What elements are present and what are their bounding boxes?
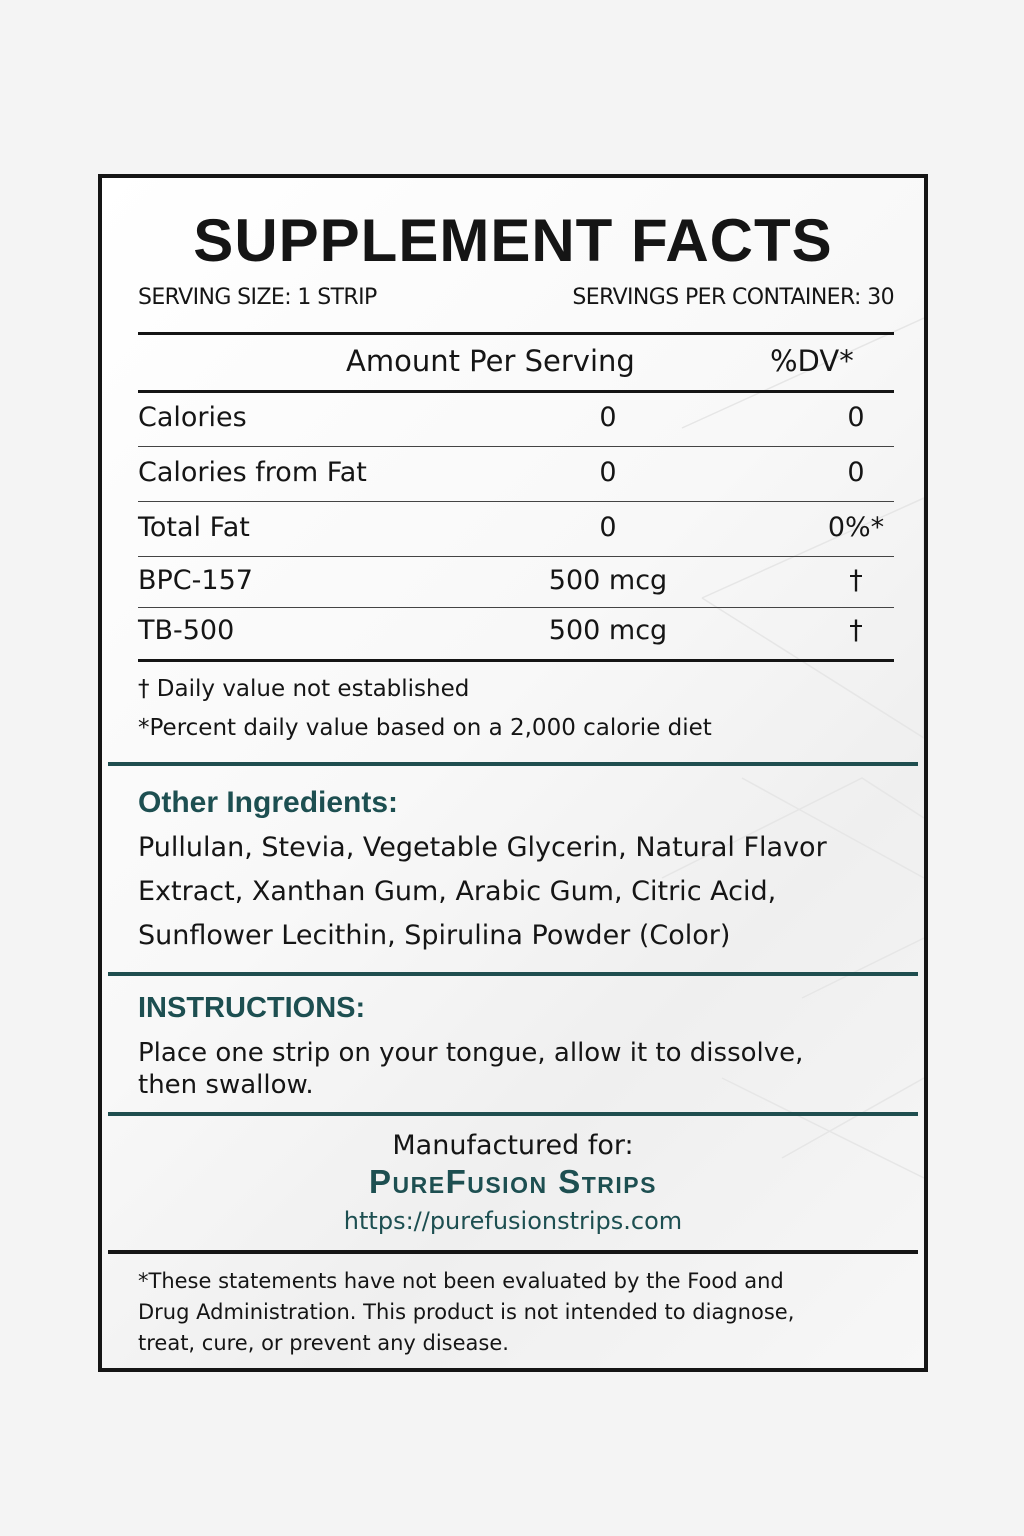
instructions-text bbox=[138, 1037, 898, 1101]
nutrient-name: BPC-157 bbox=[138, 565, 253, 596]
table-row bbox=[138, 457, 894, 497]
disclaimer-line: *These statements have not been evaluated by the Food and bbox=[138, 1269, 784, 1293]
header-amount: Amount Per Serving bbox=[346, 344, 635, 378]
section-divider bbox=[108, 1112, 918, 1116]
table-row bbox=[138, 402, 894, 442]
nutrient-dv: † bbox=[849, 615, 863, 646]
nutrient-dv: † bbox=[849, 565, 863, 596]
row-divider bbox=[138, 607, 894, 608]
nutrient-amount: 500 mcg bbox=[548, 565, 668, 596]
nutrient-amount: 0 bbox=[599, 402, 617, 433]
nutrient-amount: 500 mcg bbox=[548, 615, 668, 646]
nutrient-dv: 0%* bbox=[827, 512, 885, 543]
supplement-facts-panel bbox=[98, 174, 928, 1372]
nutrient-name: Calories bbox=[138, 402, 247, 433]
instructions-heading: INSTRUCTIONS: bbox=[138, 992, 366, 1024]
disclaimer-line: Drug Administration. This product is not intended to diagnose, bbox=[138, 1300, 795, 1324]
brand-name: PureFusion Strips bbox=[369, 1163, 657, 1200]
section-divider bbox=[108, 972, 918, 976]
brand-url: https://purefusionstrips.com bbox=[343, 1207, 683, 1235]
table-row bbox=[138, 565, 894, 605]
instructions-line: Place one strip on your tongue, allow it to dissolve, bbox=[138, 1038, 804, 1068]
row-divider bbox=[138, 556, 894, 557]
section-divider bbox=[108, 762, 918, 766]
disclaimer-line: treat, cure, or prevent any disease. bbox=[138, 1331, 509, 1355]
rule-header bbox=[138, 390, 894, 393]
footnote-dagger: † Daily value not established bbox=[138, 676, 470, 702]
footnote-percent: *Percent daily value based on a 2,000 calorie diet bbox=[138, 715, 712, 741]
panel-title: SUPPLEMENT FACTS bbox=[193, 207, 833, 274]
nutrient-amount: 0 bbox=[599, 512, 617, 543]
rule-top bbox=[138, 332, 894, 335]
nutrient-name: TB-500 bbox=[138, 615, 235, 646]
instructions-line: then swallow. bbox=[138, 1070, 314, 1100]
ingredients-line: Extract, Xanthan Gum, Arabic Gum, Citric Acid, bbox=[138, 876, 777, 907]
ingredients-line: Sunflower Lecithin, Spirulina Powder (Color) bbox=[138, 920, 731, 951]
nutrient-dv: 0 bbox=[847, 457, 865, 488]
fda-disclaimer bbox=[138, 1266, 898, 1359]
other-ingredients-text bbox=[138, 826, 898, 958]
ingredients-line: Pullulan, Stevia, Vegetable Glycerin, Natural Flavor bbox=[138, 832, 827, 863]
other-ingredients-heading: Other Ingredients: bbox=[138, 786, 399, 819]
section-divider-dark bbox=[108, 1250, 918, 1254]
table-row bbox=[138, 615, 894, 655]
nutrient-name: Total Fat bbox=[138, 512, 250, 543]
nutrient-name: Calories from Fat bbox=[138, 457, 367, 488]
nutrient-dv: 0 bbox=[847, 402, 865, 433]
nutrient-amount: 0 bbox=[599, 457, 617, 488]
row-divider bbox=[138, 446, 894, 447]
row-divider bbox=[138, 501, 894, 502]
header-dv: %DV* bbox=[770, 344, 854, 378]
serving-size: SERVING SIZE: 1 STRIP bbox=[138, 285, 377, 310]
servings-per-container: SERVINGS PER CONTAINER: 30 bbox=[572, 285, 894, 310]
manufactured-for-label: Manufactured for: bbox=[392, 1130, 634, 1161]
table-row bbox=[138, 512, 894, 552]
rule-table-bottom bbox=[138, 659, 894, 662]
